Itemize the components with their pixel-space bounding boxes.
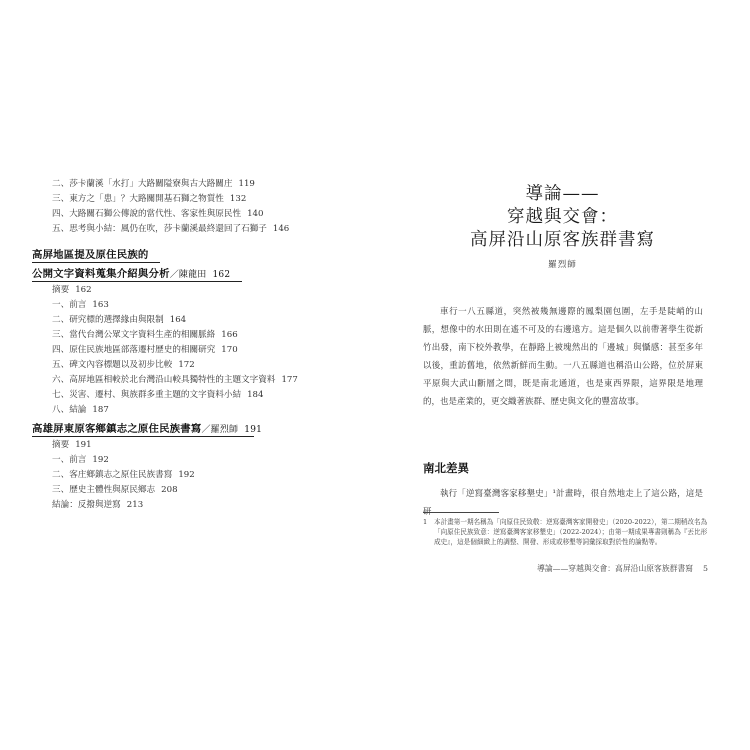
toc-entry (52, 285, 92, 296)
toc-entry-page: 170 (221, 345, 238, 355)
body-paragraph (423, 303, 703, 411)
toc-entry-page: 162 (75, 285, 92, 295)
footnote-number: 1 (423, 518, 428, 526)
section-page: 191 (244, 425, 263, 435)
section-underline (32, 262, 160, 263)
toc-entry (52, 360, 195, 371)
toc-entry-page: 146 (272, 224, 290, 234)
chapter-title-line1: 導論—— (525, 184, 600, 204)
chapter-title-line3: 高屏沿山原客族群書寫 (470, 230, 655, 250)
toc-entry-page: 208 (161, 485, 178, 495)
toc-entry (52, 390, 263, 401)
toc-entry (52, 224, 289, 235)
section-title (32, 420, 262, 435)
toc-entry-page: 192 (92, 455, 109, 465)
toc-entry-text: 三、歷史主體性與原民鄉志 (52, 485, 156, 495)
body-paragraph-text: 車行一八五縣道，突然被幾無邊際的鳳梨園包圍，左手是陡峭的山脈，想像中的水田則在遙不可及的右邊遠方。這是個久以前帶著學生從新竹出發，南下校外教學，在靜路上被塊然出的「邊城」與懾感：甚至多年以後，重訪舊地，依然新鮮而生動。一八五縣道也稱沿山公路，位於屏東平原與大武山斷層之間，既是南北通道，也是東西界限，這界限是地理的，也是產業的，更交織著族群、歷史與文化的豐富故事。 (423, 307, 703, 407)
toc-entry-text: 二、莎卡蘭溪「水打」大路關隘寮與古大路關庄 (52, 179, 233, 189)
toc-entry-text: 一、前言 (52, 300, 87, 310)
chapter-title-line2: 穿越與交會： (507, 207, 618, 227)
toc-entry-page: 140 (247, 209, 264, 219)
section-title (32, 265, 230, 280)
toc-entry-page: 191 (75, 440, 92, 450)
section-author: ／陳龍田 (169, 270, 207, 280)
toc-entry-text: 五、思考與小結：風仍在吹，莎卡蘭溪最終還回了石獅子 (52, 224, 267, 234)
right-page (375, 0, 750, 750)
toc-entry-page: 192 (178, 470, 195, 480)
toc-entry-page: 119 (238, 179, 255, 189)
section-underline (32, 436, 254, 437)
toc-entry-page: 177 (281, 375, 298, 385)
toc-entry-text: 五、碑文內容標題以及初步比較 (52, 360, 173, 370)
toc-entry-text: 三、當代台灣公眾文字資料生產的相關脈絡 (52, 330, 216, 340)
toc-entry (52, 500, 143, 511)
toc-entry (52, 345, 238, 356)
toc-entry (52, 209, 263, 220)
chapter-author: 羅烈師 (548, 260, 577, 270)
footnote (423, 517, 709, 547)
toc-entry (52, 485, 178, 496)
section-heading: 南北差異 (423, 461, 469, 475)
toc-entry (52, 300, 109, 311)
toc-entry (52, 375, 298, 386)
footer-title: 導論——穿越與交會：高屏沿山原客族群書寫 (537, 564, 694, 573)
section-title-text: 高屏地區提及原住民族的 (32, 249, 149, 261)
toc-entry (52, 194, 246, 205)
section-underline (32, 281, 242, 282)
toc-entry-text: 七、災害、遷村、與族群多重主題的文字資料小結 (52, 390, 242, 400)
toc-entry-text: 一、前言 (52, 455, 87, 465)
toc-entry-text: 二、研究標的選擇緣由與限制 (52, 315, 164, 325)
toc-entry-text: 八、結論 (52, 405, 87, 415)
section-title-text: 高雄屏東原客鄉鎮志之原住民族書寫 (32, 423, 202, 435)
toc-entry-page: 163 (92, 300, 109, 310)
toc-entry (52, 470, 195, 481)
toc-entry-text: 四、原住民族地區部落遷村歷史的相關研究 (52, 345, 216, 355)
toc-entry (52, 315, 186, 326)
toc-entry-page: 187 (92, 405, 109, 415)
toc-entry (52, 455, 109, 466)
toc-entry-page: 166 (221, 330, 238, 340)
section-title (32, 246, 149, 261)
toc-entry-page: 132 (229, 194, 247, 204)
toc-entry-page: 213 (126, 500, 144, 510)
toc-entry (52, 440, 92, 451)
toc-entry-text: 六、高屏地區相較於北台灣沿山較具獨特性的主題文字資料 (52, 375, 276, 385)
footnote-text: 本計畫第一期名稱為「向原住民致敬：逆寫臺灣客家開發史」（2020-2022），第二期稍改名為「向原住民族致意：逆寫臺灣客家移墾史」（2022-2024）；由第一期成果專書則稱為『丟比形成史』，這是個細緻上的調整、開發、形成或移墾等詞彙採取對於性的論點等。 (434, 518, 708, 546)
running-footer (537, 563, 708, 574)
toc-entry-page: 172 (178, 360, 195, 370)
toc-entry-page: 164 (169, 315, 187, 325)
section-title-text: 公開文字資料蒐集介紹與分析 (32, 268, 170, 280)
toc-entry-text: 摘要 (52, 440, 70, 450)
toc-entry-text: 四、大路關石獅公傳說的當代性、客家性與原民性 (52, 209, 242, 219)
section-author: ／羅烈師 (201, 425, 239, 435)
toc-entry-text: 三、東方之「患」？大路關開基石獅之物質性 (52, 194, 224, 204)
body-paragraph-text: 執行「逆寫臺灣客家移墾史」¹計畫時，很自然地走上了這公路，這是研 (423, 489, 703, 517)
toc-entry-text: 二、客庄鄉鎮志之原住民族書寫 (52, 470, 173, 480)
toc-entry (52, 330, 238, 341)
section-page: 162 (212, 270, 231, 280)
footnote-rule (423, 512, 499, 513)
toc-entry (52, 179, 255, 190)
toc-entry-text: 摘要 (52, 285, 70, 295)
toc-entry-text: 結論：反撥與逆寫 (52, 500, 121, 510)
toc-entry-page: 184 (247, 390, 264, 400)
page-number: 5 (703, 564, 708, 573)
toc-entry (52, 405, 109, 416)
body-paragraph (423, 485, 703, 521)
